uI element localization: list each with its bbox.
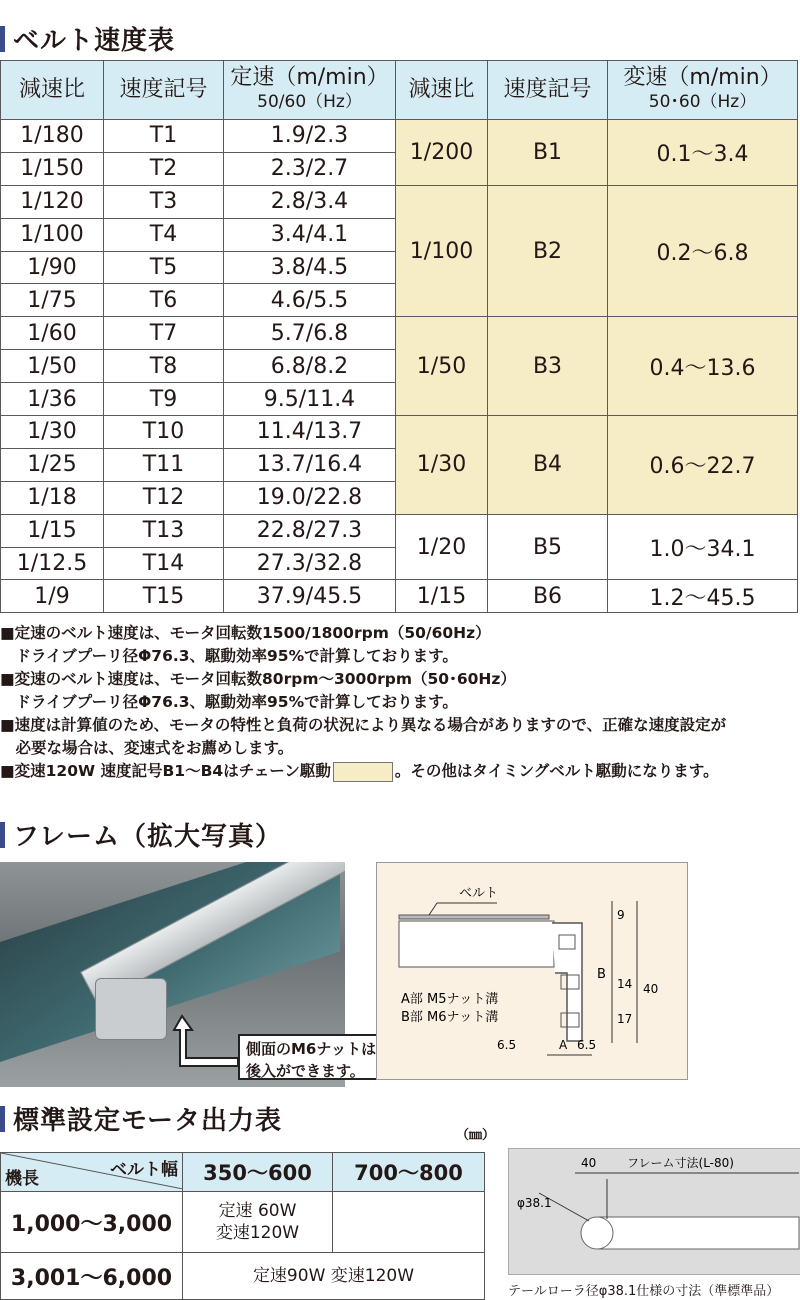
col-350-600: 350～600 — [183, 1153, 333, 1192]
svg-text:B: B — [597, 967, 606, 982]
note-line: ■速度は計算値のため、モータの特性と負荷の状況により異なる場合がありますので、正確な速度設定が — [0, 716, 727, 734]
header-code-variable: 速度記号 — [488, 61, 608, 120]
chain-color-swatch — [333, 762, 393, 782]
svg-text:6.5: 6.5 — [577, 1038, 597, 1052]
note-line: 必要な場合は、変速式をお薦めします。 — [0, 739, 294, 757]
tail-roller-drawing — [509, 1149, 800, 1274]
table-row: 3,001～6,000 定速90W 変速120W — [1, 1253, 485, 1300]
table-row: 1/25 T11 13.7/16.4 — [1, 448, 798, 481]
title-bar-marker — [0, 1106, 5, 1132]
svg-text:A: A — [559, 1038, 568, 1052]
svg-text:40: 40 — [581, 1156, 597, 1170]
svg-text:17: 17 — [617, 1012, 633, 1026]
svg-text:フレーム寸法(L-80): フレーム寸法(L-80) — [627, 1156, 734, 1170]
header-fixed-speed: 定速（m/min） 50/60（Hz） — [224, 61, 396, 120]
corner-header: 機長 ベルト幅 — [1, 1153, 183, 1192]
svg-text:ベルト: ベルト — [459, 886, 499, 901]
end-cap-image — [95, 978, 167, 1040]
table-row: 1/12.5 T14 27.3/32.8 — [1, 547, 798, 580]
motor-header-row — [1, 1153, 485, 1192]
header-variable-speed: 変速（m/min） 50･60（Hz） — [608, 61, 798, 120]
table-row: 1,000～3,000 定速 60W 変速120W — [1, 1192, 485, 1253]
frame-callout: 側面のM6ナットは 後入ができます。 — [238, 1034, 390, 1080]
note-line: ドライブプーリ径Φ76.3、駆動効率95%で計算しております。 — [0, 647, 458, 665]
note-line: ■変速120W 速度記号B1～B4はチェーン駆動 。その他はタイミングベルト駆動になります。 — [0, 762, 719, 780]
speed-table-title: ベルト速度表 — [0, 20, 175, 57]
table-row: 1/30 T10 11.4/13.7 1/30 B4 0.6～22.7 — [1, 416, 798, 449]
svg-text:A部 M5ナット溝: A部 M5ナット溝 — [401, 992, 499, 1007]
note-line: ドライブプーリ径Φ76.3、駆動効率95%で計算しております。 — [0, 693, 458, 711]
frame-profile-diagram — [376, 862, 688, 1080]
table-row: 1/50 T8 6.8/8.2 — [1, 350, 798, 383]
table-row: 1/100 T4 3.4/4.1 — [1, 218, 798, 251]
frame-section-title: フレーム（拡大写真） — [0, 816, 282, 853]
tail-roller-caption: テールローラ径φ38.1仕様の寸法（準標準品） — [508, 1284, 780, 1299]
col-700-800: 700～800 — [333, 1153, 485, 1192]
header-ratio-variable: 減速比 — [396, 61, 488, 120]
note-line: ■変速のベルト速度は、モータ回転数80rpm～3000rpm（50･60Hz） — [0, 670, 516, 688]
belt-speed-table — [0, 60, 798, 613]
speed-notes — [0, 622, 800, 783]
svg-text:B部 M6ナット溝: B部 M6ナット溝 — [401, 1010, 499, 1025]
svg-text:6.5: 6.5 — [497, 1038, 517, 1052]
table-row: 1/75 T6 4.6/5.5 — [1, 284, 798, 317]
speed-table-header-row — [1, 61, 798, 120]
table-row: 1/18 T12 19.0/22.8 — [1, 481, 798, 514]
svg-text:9: 9 — [617, 908, 625, 922]
title-bar-marker — [0, 26, 5, 52]
table-row: 1/60 T7 5.7/6.8 1/50 B3 0.4～13.6 — [1, 317, 798, 350]
motor-output-table — [0, 1152, 485, 1300]
table-row: 1/90 T5 3.8/4.5 — [1, 251, 798, 284]
unit-label: （㎜） — [456, 1128, 496, 1143]
header-code: 速度記号 — [104, 61, 224, 120]
motor-section-title: 標準設定モータ出力表 — [0, 1100, 282, 1137]
frame-profile-drawing — [377, 863, 687, 1079]
table-row: 1/150 T2 2.3/2.7 — [1, 152, 798, 185]
table-row: 1/180 T1 1.9/2.3 1/200 B1 0.1～3.4 — [1, 120, 798, 153]
table-row: 1/120 T3 2.8/3.4 1/100 B2 0.2～6.8 — [1, 185, 798, 218]
table-row: 1/15 T13 22.8/27.3 1/20 B5 1.0～34.1 — [1, 514, 798, 547]
svg-text:40: 40 — [643, 982, 659, 996]
title-bar-marker — [0, 822, 5, 848]
note-line: ■定速のベルト速度は、モータ回転数1500/1800rpm（50/60Hz） — [0, 624, 491, 642]
header-ratio: 減速比 — [1, 61, 104, 120]
table-row: 1/36 T9 9.5/11.4 — [1, 383, 798, 416]
svg-text:φ38.1: φ38.1 — [517, 1196, 552, 1210]
table-row: 1/9 T15 37.9/45.5 1/15 B6 1.2～45.5 — [1, 580, 798, 613]
svg-text:14: 14 — [617, 977, 633, 991]
tail-roller-diagram — [508, 1148, 800, 1275]
